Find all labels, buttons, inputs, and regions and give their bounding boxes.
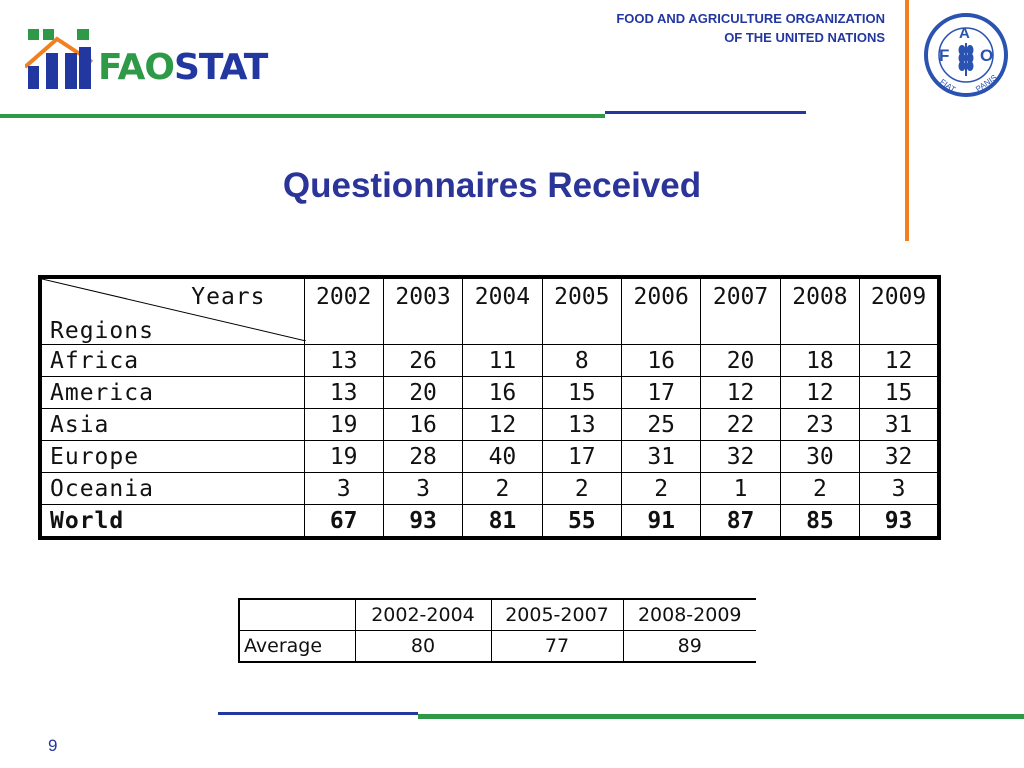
count-cell: 12 (701, 377, 780, 409)
region-name: Africa (40, 345, 304, 377)
questionnaires-table (38, 275, 941, 540)
average-values-row (239, 631, 756, 663)
count-cell: 13 (304, 345, 383, 377)
count-cell: 15 (542, 377, 621, 409)
period-header: 2008-2009 (623, 599, 756, 631)
slide-title: Questionnaires Received (282, 166, 702, 205)
count-cell: 20 (383, 377, 462, 409)
faostat-house-icon (25, 25, 95, 95)
count-cell: 3 (304, 473, 383, 505)
table-row (40, 505, 939, 539)
count-cell: 16 (383, 409, 462, 441)
average-header-row (239, 599, 756, 631)
average-value: 80 (355, 631, 491, 663)
fao-emblem-logo (921, 10, 1011, 100)
count-cell: 26 (383, 345, 462, 377)
year-header-2003: 2003 (383, 277, 462, 345)
count-cell: 19 (304, 409, 383, 441)
count-cell: 3 (860, 473, 939, 505)
emblem-letter-o: O (980, 46, 994, 65)
count-cell: 93 (383, 505, 462, 539)
period-header: 2002-2004 (355, 599, 491, 631)
wheat-icon (960, 43, 973, 76)
region-name: America (40, 377, 304, 409)
table-row (40, 473, 939, 505)
count-cell: 16 (463, 377, 542, 409)
count-cell: 55 (542, 505, 621, 539)
count-cell: 87 (701, 505, 780, 539)
count-cell: 13 (542, 409, 621, 441)
count-cell: 31 (860, 409, 939, 441)
header-rule-green (0, 114, 605, 118)
count-cell: 11 (463, 345, 542, 377)
count-cell: 2 (542, 473, 621, 505)
emblem-letter-f: F (939, 46, 950, 65)
count-cell: 28 (383, 441, 462, 473)
count-cell: 17 (622, 377, 701, 409)
count-cell: 13 (304, 377, 383, 409)
count-cell: 3 (383, 473, 462, 505)
table-header-row (40, 277, 939, 345)
corner-regions-label: Regions (50, 318, 154, 344)
table-row (40, 441, 939, 473)
count-cell: 30 (780, 441, 859, 473)
emblem-letter-a: A (959, 25, 970, 42)
count-cell: 12 (860, 345, 939, 377)
count-cell: 8 (542, 345, 621, 377)
average-value: 77 (491, 631, 623, 663)
region-name: Oceania (40, 473, 304, 505)
count-cell: 40 (463, 441, 542, 473)
year-header-2005: 2005 (542, 277, 621, 345)
count-cell: 31 (622, 441, 701, 473)
region-name: Asia (40, 409, 304, 441)
average-row-label: Average (239, 631, 355, 663)
count-cell: 12 (463, 409, 542, 441)
count-cell: 32 (860, 441, 939, 473)
count-cell: 16 (622, 345, 701, 377)
count-cell: 12 (780, 377, 859, 409)
faostat-logo (25, 25, 315, 95)
count-cell: 19 (304, 441, 383, 473)
table-corner-cell (40, 277, 304, 345)
count-cell: 20 (701, 345, 780, 377)
period-header: 2005-2007 (491, 599, 623, 631)
count-cell: 32 (701, 441, 780, 473)
footer-rule-blue (218, 712, 418, 715)
year-header-2004: 2004 (463, 277, 542, 345)
count-cell: 17 (542, 441, 621, 473)
footer-rule-green (418, 714, 1024, 719)
emblem-motto-right: PANIS (974, 72, 999, 94)
page-number: 9 (48, 736, 58, 755)
table-row (40, 409, 939, 441)
year-header-2009: 2009 (860, 277, 939, 345)
average-value: 89 (623, 631, 756, 663)
count-cell: 25 (622, 409, 701, 441)
faostat-wordmark: FAOSTAT (98, 47, 268, 88)
count-cell: 15 (860, 377, 939, 409)
header-divider-vertical (905, 0, 909, 241)
count-cell: 1 (701, 473, 780, 505)
count-cell: 91 (622, 505, 701, 539)
count-cell: 2 (780, 473, 859, 505)
year-header-2007: 2007 (701, 277, 780, 345)
count-cell: 23 (780, 409, 859, 441)
corner-years-label: Years (191, 284, 266, 310)
count-cell: 2 (463, 473, 542, 505)
year-header-2002: 2002 (304, 277, 383, 345)
average-blank-cell (239, 599, 355, 631)
org-name-line2: OF THE UNITED NATIONS (724, 30, 885, 45)
region-name: Europe (40, 441, 304, 473)
average-table (238, 598, 756, 663)
emblem-motto-left: FIAT (938, 77, 958, 95)
count-cell: 85 (780, 505, 859, 539)
count-cell: 22 (701, 409, 780, 441)
count-cell: 18 (780, 345, 859, 377)
count-cell: 93 (860, 505, 939, 539)
year-header-2006: 2006 (622, 277, 701, 345)
region-name: World (40, 505, 304, 539)
count-cell: 2 (622, 473, 701, 505)
table-row (40, 345, 939, 377)
header-rule-blue (605, 111, 806, 114)
count-cell: 67 (304, 505, 383, 539)
org-name-line1: FOOD AND AGRICULTURE ORGANIZATION (616, 11, 885, 26)
table-row (40, 377, 939, 409)
count-cell: 81 (463, 505, 542, 539)
year-header-2008: 2008 (780, 277, 859, 345)
